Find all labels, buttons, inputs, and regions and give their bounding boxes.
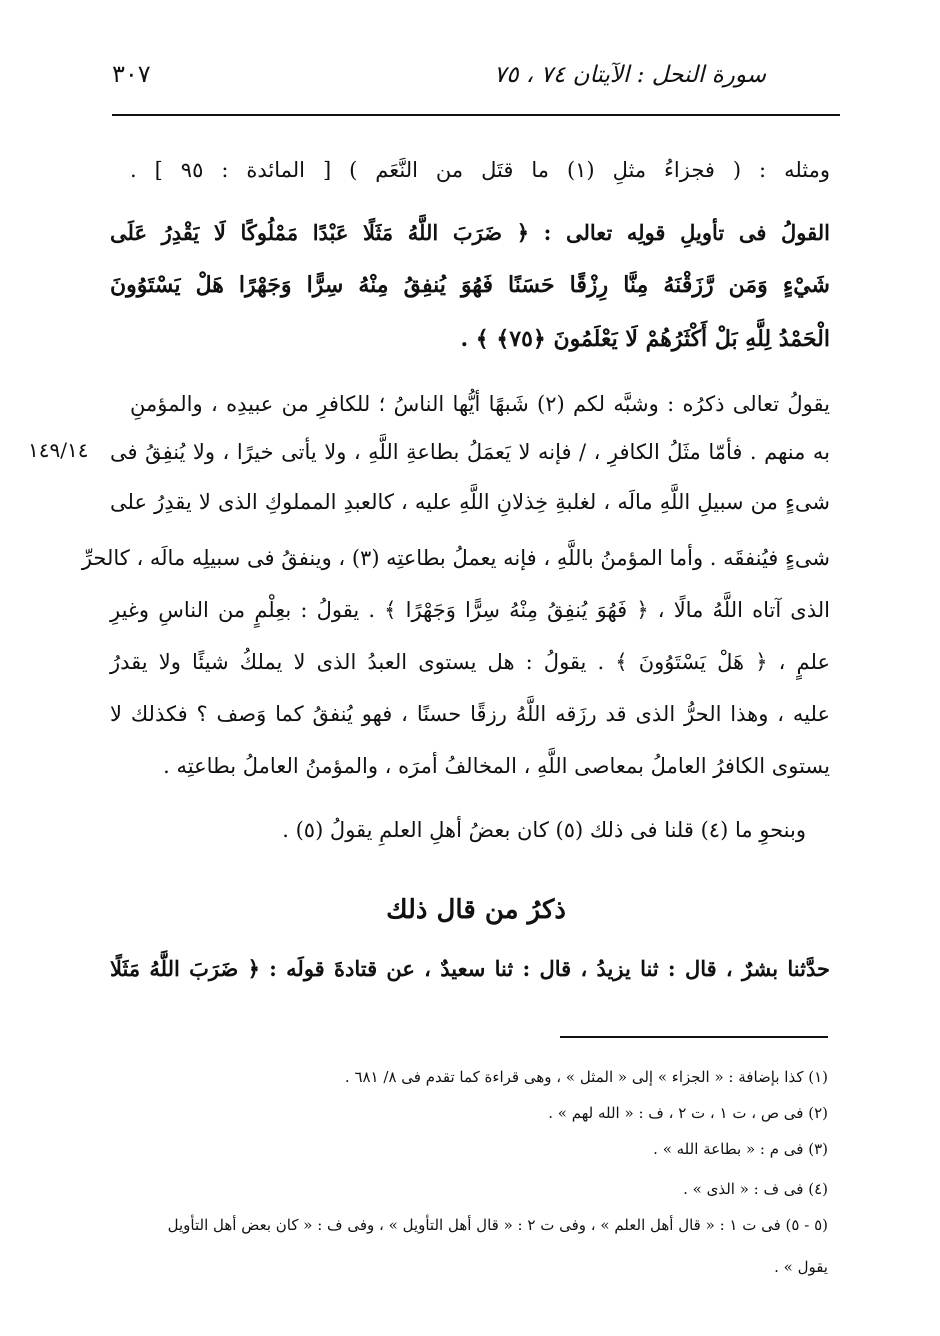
body-line-6: به منهم . فأمّا مثَلُ الكافرِ ، / فإنه لا يَعمَلُ بطاعةِ اللَّهِ ، ولا يأتى خيرًا ، ولا يُنفِقُ فى: [110, 440, 830, 464]
running-header: [112, 52, 836, 102]
section-heading: ذكرُ من قال ذلك: [386, 895, 566, 925]
footnote-rule: [560, 1036, 828, 1038]
body-line-3: شَيْءٍ وَمَن رَّزَقْنَهُ مِنَّا رِزْقًا حَسَنًا فَهُوَ يُنفِقُ مِنْهُ سِرًّا وَجَهْرًا هَلْ يَسْتَوُونَ: [110, 272, 830, 298]
body-line-7: شىءٍ من سبيلِ اللَّهِ مالَه ، لغلبةِ خِذلانِ اللَّهِ عليه ، كالعبدِ المملوكِ الذى لا يقدِرُ على: [110, 490, 830, 514]
footnote-1: (١) كذا بإضافة : « الجزاء » إلى « المثل » ، وهى قراءة كما تقدم فى ٨/ ٦٨١ .: [344, 1068, 828, 1086]
body-line-11: عليه ، وهذا الحرُّ الذى قد رزَقه اللَّهُ رزقًا حسنًا ، فهو يُنفقُ كما وَصف ؟ فكذلك لا: [110, 702, 830, 726]
margin-reference: ١٤٩/١٤: [28, 438, 89, 462]
footnote-3: (٣) فى م : « بطاعة الله » .: [653, 1140, 828, 1158]
body-line-5: يقولُ تعالى ذكرُه : وشبَّه لكم (٢) شَبهًا أيُّها الناسُ ؛ للكافرِ من عبيدِه ، والمؤمنِ: [130, 392, 830, 416]
page-number: ٣٠٧: [112, 60, 151, 88]
running-header-title: سورة النحل : الآيتان ٧٤ ، ٧٥: [493, 62, 766, 88]
footnote-2: (٢) فى ص ، ت ١ ، ت ٢ ، ف : « الله لهم » .: [548, 1104, 828, 1122]
footnote-5: (٥ - ٥) فى ت ١ : « قال أهل العلم » ، وفى ت ٢ : « قال أهل التأويل » ، وفى ف : « كان بعض أهل التأويل: [167, 1216, 828, 1234]
body-line-13: وبنحوِ ما (٤) قلنا فى ذلك (٥) كان بعضُ أهلِ العلمِ يقولُ (٥) .: [282, 818, 806, 842]
body-line-2: القولُ فى تأويلِ قولِه تعالى : ﴿ ضَرَبَ اللَّهُ مَثَلًا عَبْدًا مَمْلُوكًا لَا يَقْدِرُ عَلَى: [110, 220, 830, 245]
body-line-10: علمٍ ، ﴿ هَلْ يَسْتَوُونَ ﴾ . يقولُ : هل يستوى العبدُ الذى لا يملكُ شيئًا ولا يقدرُ: [110, 650, 830, 674]
body-line-9: الذى آتاه اللَّهُ مالًا ، ﴿ فَهُوَ يُنفِقُ مِنْهُ سِرًّا وَجَهْرًا ﴾ . يقولُ : بعِلْمٍ من الناسِ وغيرِ: [110, 598, 830, 622]
body-line-4: الْحَمْدُ لِلَّهِ بَلْ أَكْثَرُهُمْ لَا يَعْلَمُونَ ﴿٧٥﴾ ﴾ .: [460, 326, 830, 352]
footnote-5-continued: يقول » .: [774, 1258, 828, 1276]
body-line-1: ومثله : ( فجزاءُ مثلِ (١) ما قتَل من النَّعَم ) [ المائدة : ٩٥ ] .: [130, 158, 831, 182]
header-rule: [112, 114, 840, 116]
body-line-12: يستوى الكافرُ العاملُ بمعاصى اللَّهِ ، المخالفُ أمرَه ، والمؤمنُ العاملُ بطاعتِه .: [163, 754, 830, 778]
body-line-after-heading: حدَّثنا بشرٌ ، قال : ثنا يزيدُ ، قال : ثنا سعيدٌ ، عن قتادةَ قولَه : ﴿ ضَرَبَ اللَّهُ مَثَلًا: [110, 956, 830, 981]
body-line-8: شىءٍ فيُنفقَه . وأما المؤمنُ باللَّهِ ، فإنه يعملُ بطاعتِه (٣) ، وينفقُ فى سبيلِه مالَه ، كالحرِّ: [81, 546, 830, 570]
footnote-4: (٤) فى ف : « الذى » .: [683, 1180, 828, 1198]
